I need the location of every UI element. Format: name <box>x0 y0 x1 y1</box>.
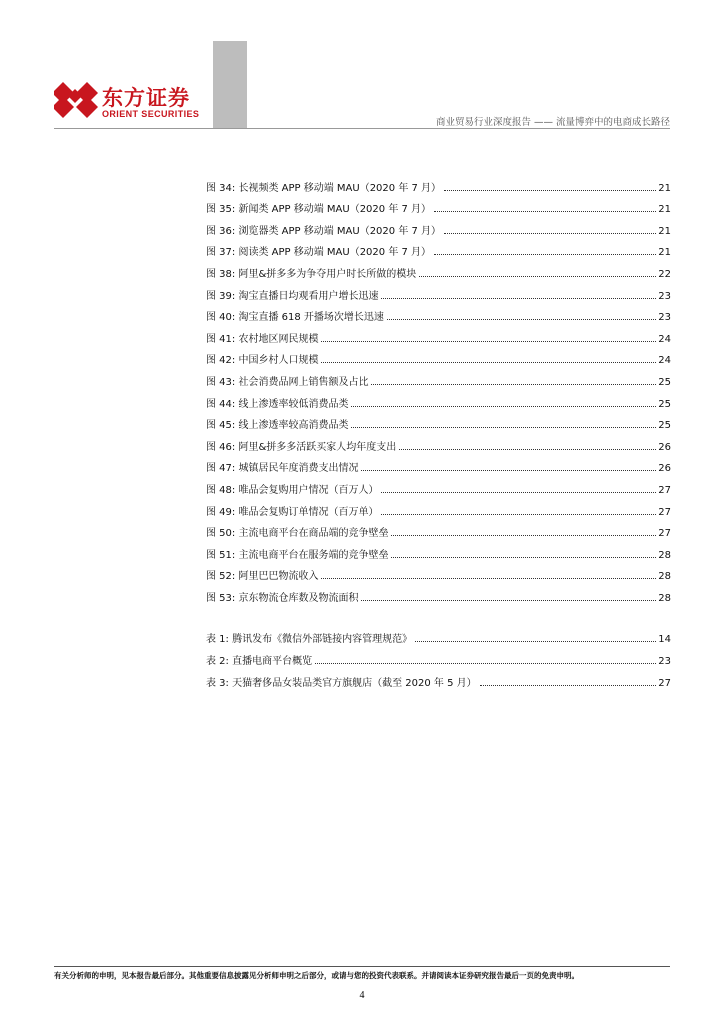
toc-entry-title: 淘宝直播日均观看用户增长迅速 <box>238 290 379 302</box>
toc-entry-text <box>206 652 312 667</box>
toc-entry-title: 阿里巴巴物流收入 <box>238 571 319 583</box>
toc-entry-label: 表 1: <box>206 634 229 646</box>
toc-entry-text <box>206 674 477 689</box>
footer-divider <box>54 966 670 967</box>
dot-leader <box>351 406 656 407</box>
figure-list <box>206 172 671 604</box>
toc-entry-title: 浏览器类 APP 移动端 MAU（2020 年 7 月） <box>238 225 442 237</box>
figure-entry[interactable] <box>206 366 671 388</box>
toc-entry-label: 图 51: <box>206 549 236 561</box>
dot-leader <box>321 341 656 342</box>
figure-entry[interactable] <box>206 345 671 367</box>
toc-entry-title: 唯品会复购订单情况（百万单） <box>238 506 379 518</box>
toc-entry-label: 图 47: <box>206 463 236 475</box>
dot-leader <box>415 641 656 642</box>
toc-entry-label: 图 36: <box>206 225 236 237</box>
figure-entry[interactable] <box>206 215 671 237</box>
toc-entry-title: 阿里&拼多多活跃买家人均年度支出 <box>238 441 397 453</box>
figure-entry[interactable] <box>206 453 671 475</box>
toc-entry-label: 图 53: <box>206 592 236 604</box>
figure-entry[interactable] <box>206 172 671 194</box>
toc-entry-label: 图 37: <box>206 247 236 259</box>
toc-entry-page: 24 <box>658 355 671 367</box>
toc-entry-page: 27 <box>658 677 671 689</box>
toc-entry-text <box>206 395 348 410</box>
toc-entry-page: 26 <box>658 441 671 453</box>
toc-entry-text <box>206 503 378 518</box>
toc-entry-text <box>206 179 441 194</box>
dot-leader <box>361 470 656 471</box>
toc-entry-label: 表 2: <box>206 656 229 668</box>
toc-entry-title: 社会消费品网上销售额及占比 <box>238 376 369 388</box>
dot-leader <box>444 233 656 234</box>
dot-leader <box>387 319 656 320</box>
toc-entry-page: 23 <box>658 312 671 324</box>
toc-entry-page: 25 <box>658 398 671 410</box>
toc-entry-label: 图 34: <box>206 182 236 194</box>
table-entry[interactable] <box>206 624 671 646</box>
toc-entry-page: 25 <box>658 420 671 432</box>
figure-entry[interactable] <box>206 518 671 540</box>
toc-entry-title: 阿里&拼多多为争夺用户时长所做的模块 <box>238 268 417 280</box>
toc-entry-title: 中国乡村人口规模 <box>238 355 319 367</box>
toc-entry-text <box>206 265 416 280</box>
toc-entry-page: 21 <box>658 204 671 216</box>
toc-entry-page: 28 <box>658 592 671 604</box>
toc-entry-text <box>206 524 388 539</box>
figure-entry[interactable] <box>206 302 671 324</box>
toc-entry-label: 图 41: <box>206 333 236 345</box>
figure-entry[interactable] <box>206 582 671 604</box>
toc-entry-page: 27 <box>658 484 671 496</box>
toc-entry-page: 24 <box>658 333 671 345</box>
toc-entry-page: 28 <box>658 571 671 583</box>
logo-mark-icon <box>54 80 98 120</box>
toc-entry-title: 天猫奢侈品女装品类官方旗舰店（截至 2020 年 5 月） <box>232 677 477 689</box>
brand-name-cn: 东方证券 <box>102 86 190 110</box>
toc-entry-text <box>206 222 441 237</box>
header-divider <box>54 128 670 129</box>
dot-leader <box>419 276 656 277</box>
table-list <box>206 624 671 689</box>
toc-entry-title: 农村地区网民规模 <box>238 333 319 345</box>
toc-entry-label: 图 48: <box>206 484 236 496</box>
dot-leader <box>351 427 656 428</box>
toc-entry-page: 22 <box>658 268 671 280</box>
toc-entry-text <box>206 630 412 645</box>
table-entry[interactable] <box>206 667 671 689</box>
dot-leader <box>381 492 656 493</box>
toc-entry-text <box>206 351 318 366</box>
toc-entry-title: 主流电商平台在商品端的竞争壁垒 <box>238 528 389 540</box>
dot-leader <box>371 384 656 385</box>
toc-entry-text <box>206 287 378 302</box>
toc-entry-title: 线上渗透率较低消费品类 <box>238 398 349 410</box>
dot-leader <box>361 600 656 601</box>
toc-entry-title: 城镇居民年度消费支出情况 <box>238 463 359 475</box>
table-entry[interactable] <box>206 645 671 667</box>
toc-entry-text <box>206 567 318 582</box>
toc-entry-title: 主流电商平台在服务端的竞争壁垒 <box>238 549 389 561</box>
toc-entry-text <box>206 438 396 453</box>
figure-entry[interactable] <box>206 237 671 259</box>
table-of-contents <box>206 172 671 689</box>
toc-entry-page: 27 <box>658 528 671 540</box>
dot-leader <box>391 535 656 536</box>
toc-entry-text <box>206 243 431 258</box>
toc-entry-label: 图 52: <box>206 571 236 583</box>
toc-entry-label: 表 3: <box>206 677 229 689</box>
toc-entry-title: 长视频类 APP 移动端 MAU（2020 年 7 月） <box>238 182 442 194</box>
dot-leader <box>434 254 656 255</box>
toc-entry-page: 28 <box>658 549 671 561</box>
toc-entry-page: 23 <box>658 656 671 668</box>
toc-entry-label: 图 42: <box>206 355 236 367</box>
figure-entry[interactable] <box>206 410 671 432</box>
toc-entry-label: 图 50: <box>206 528 236 540</box>
figure-entry[interactable] <box>206 539 671 561</box>
dot-leader <box>381 514 656 515</box>
toc-entry-page: 21 <box>658 247 671 259</box>
toc-entry-page: 25 <box>658 376 671 388</box>
toc-entry-text <box>206 459 358 474</box>
toc-entry-text <box>206 200 431 215</box>
figure-entry[interactable] <box>206 388 671 410</box>
toc-entry-page: 23 <box>658 290 671 302</box>
figure-entry[interactable] <box>206 496 671 518</box>
dot-leader <box>321 578 656 579</box>
toc-entry-text <box>206 416 348 431</box>
toc-entry-text <box>206 330 318 345</box>
toc-entry-label: 图 46: <box>206 441 236 453</box>
toc-entry-label: 图 40: <box>206 312 236 324</box>
dot-leader <box>399 449 656 450</box>
figure-entry[interactable] <box>206 323 671 345</box>
toc-entry-text <box>206 373 368 388</box>
figure-entry[interactable] <box>206 280 671 302</box>
header-gray-block <box>213 41 247 129</box>
toc-entry-label: 图 44: <box>206 398 236 410</box>
figure-entry[interactable] <box>206 474 671 496</box>
figure-entry[interactable] <box>206 431 671 453</box>
toc-entry-page: 21 <box>658 225 671 237</box>
toc-entry-label: 图 39: <box>206 290 236 302</box>
toc-entry-title: 腾讯发布《微信外部链接内容管理规范》 <box>232 634 413 646</box>
page-number: 4 <box>359 990 365 1001</box>
toc-entry-title: 阅读类 APP 移动端 MAU（2020 年 7 月） <box>238 247 432 259</box>
dot-leader <box>444 190 656 191</box>
dot-leader <box>315 663 656 664</box>
toc-entry-page: 26 <box>658 463 671 475</box>
report-title: 商业贸易行业深度报告 —— 流量博弈中的电商成长路径 <box>435 117 670 128</box>
dot-leader <box>381 298 656 299</box>
toc-entry-label: 图 43: <box>206 376 236 388</box>
toc-entry-page: 21 <box>658 182 671 194</box>
figure-entry[interactable] <box>206 561 671 583</box>
toc-entry-text <box>206 481 378 496</box>
toc-entry-title: 线上渗透率较高消费品类 <box>238 420 349 432</box>
toc-entry-text <box>206 308 384 323</box>
list-gap <box>206 604 671 624</box>
toc-entry-page: 27 <box>658 506 671 518</box>
toc-entry-title: 淘宝直播 618 开播场次增长迅速 <box>238 312 384 324</box>
dot-leader <box>391 557 656 558</box>
dot-leader <box>321 362 656 363</box>
toc-entry-title: 唯品会复购用户情况（百万人） <box>238 484 379 496</box>
toc-entry-text <box>206 546 388 561</box>
toc-entry-title: 京东物流仓库数及物流面积 <box>238 592 359 604</box>
toc-entry-text <box>206 589 358 604</box>
toc-entry-page: 14 <box>658 634 671 646</box>
figure-entry[interactable] <box>206 258 671 280</box>
footer-disclaimer: 有关分析师的申明，见本报告最后部分。其他重要信息披露见分析师申明之后部分，或请与您的投资代表联系。并请阅读本证券研究报告最后一页的免责申明。 <box>54 971 579 980</box>
dot-leader <box>480 685 657 686</box>
dot-leader <box>434 211 656 212</box>
toc-entry-title: 新闻类 APP 移动端 MAU（2020 年 7 月） <box>238 204 432 216</box>
brand-name-en: ORIENT SECURITIES <box>102 109 200 119</box>
toc-entry-label: 图 45: <box>206 420 236 432</box>
toc-entry-label: 图 38: <box>206 268 236 280</box>
toc-entry-label: 图 49: <box>206 506 236 518</box>
figure-entry[interactable] <box>206 194 671 216</box>
toc-entry-title: 直播电商平台概览 <box>232 656 313 668</box>
toc-entry-label: 图 35: <box>206 204 236 216</box>
